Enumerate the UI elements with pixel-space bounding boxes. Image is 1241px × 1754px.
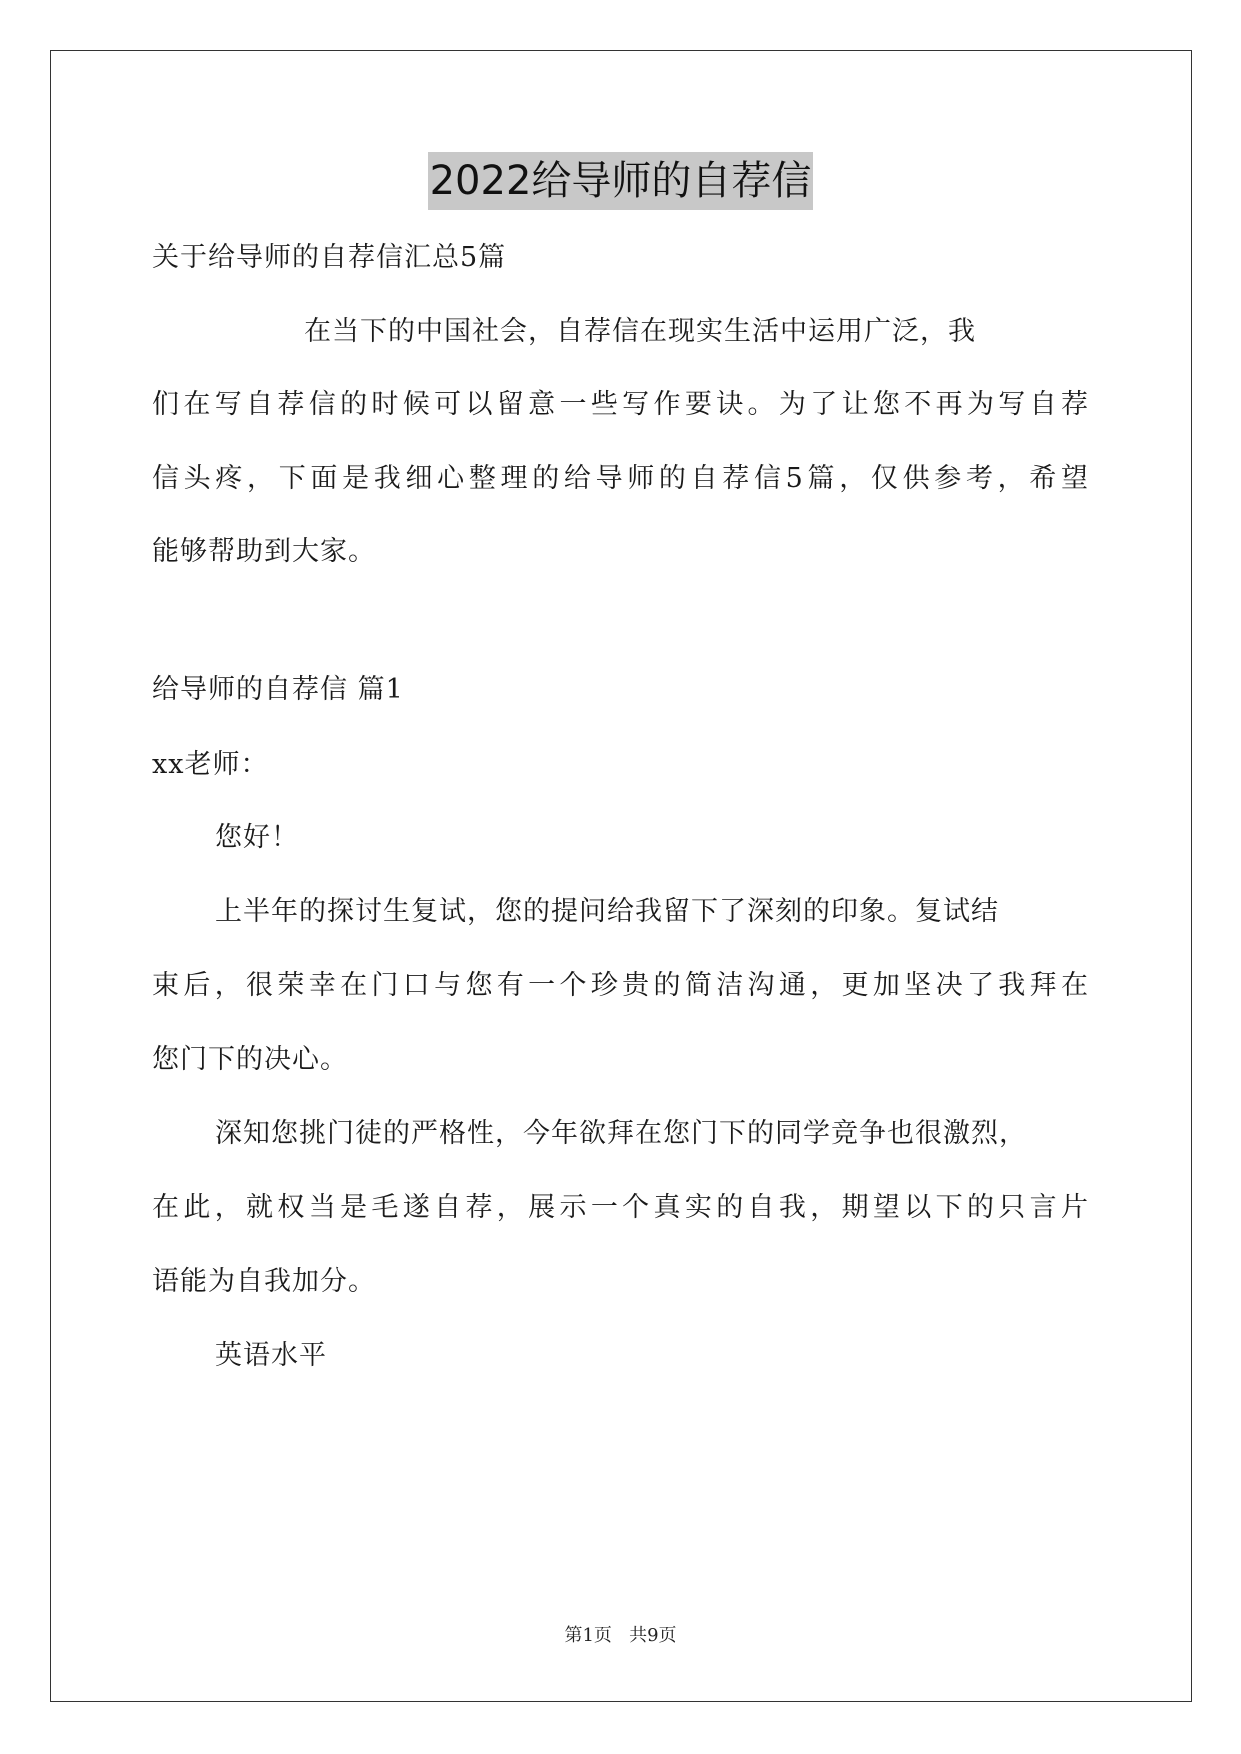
intro-line-2: 们在写自荐信的时候可以留意一些写作要诀。为了让您不再为写自荐: [152, 389, 1088, 420]
salutation: xx老师：: [152, 749, 269, 780]
page-number-footer: 第1页 共9页: [564, 1625, 677, 1646]
paragraph1-line-1: 上半年的探讨生复试，您的提问给我留下了深刻的印象。复试结: [215, 896, 999, 927]
greeting: 您好！: [215, 822, 299, 853]
paragraph2-line-3: 语能为自我加分。: [152, 1266, 376, 1297]
paragraph2-line-2: 在此，就权当是毛遂自荐，展示一个真实的自我，期望以下的只言片: [152, 1192, 1088, 1223]
document-title: 2022给导师的自荐信: [428, 152, 814, 210]
intro-line-4: 能够帮助到大家。: [152, 536, 376, 567]
title-wrap: [0, 152, 1241, 210]
paragraph2-line-1: 深知您挑门徒的严格性，今年欲拜在您门下的同学竞争也很激烈，: [215, 1118, 1027, 1149]
page-border: [50, 50, 1192, 1702]
paragraph1-line-2: 束后，很荣幸在门口与您有一个珍贵的简洁沟通，更加坚决了我拜在: [152, 970, 1088, 1001]
intro-line-3: 信头疼，下面是我细心整理的给导师的自荐信5篇，仅供参考，希望: [152, 463, 1088, 494]
intro-line-1: 在当下的中国社会，自荐信在现实生活中运用广泛，我: [304, 316, 976, 347]
english-heading: 英语水平: [215, 1340, 327, 1371]
paragraph1-line-3: 您门下的决心。: [152, 1044, 348, 1075]
section-heading: 给导师的自荐信 篇1: [152, 674, 404, 705]
document-subtitle: 关于给导师的自荐信汇总5篇: [152, 242, 507, 273]
